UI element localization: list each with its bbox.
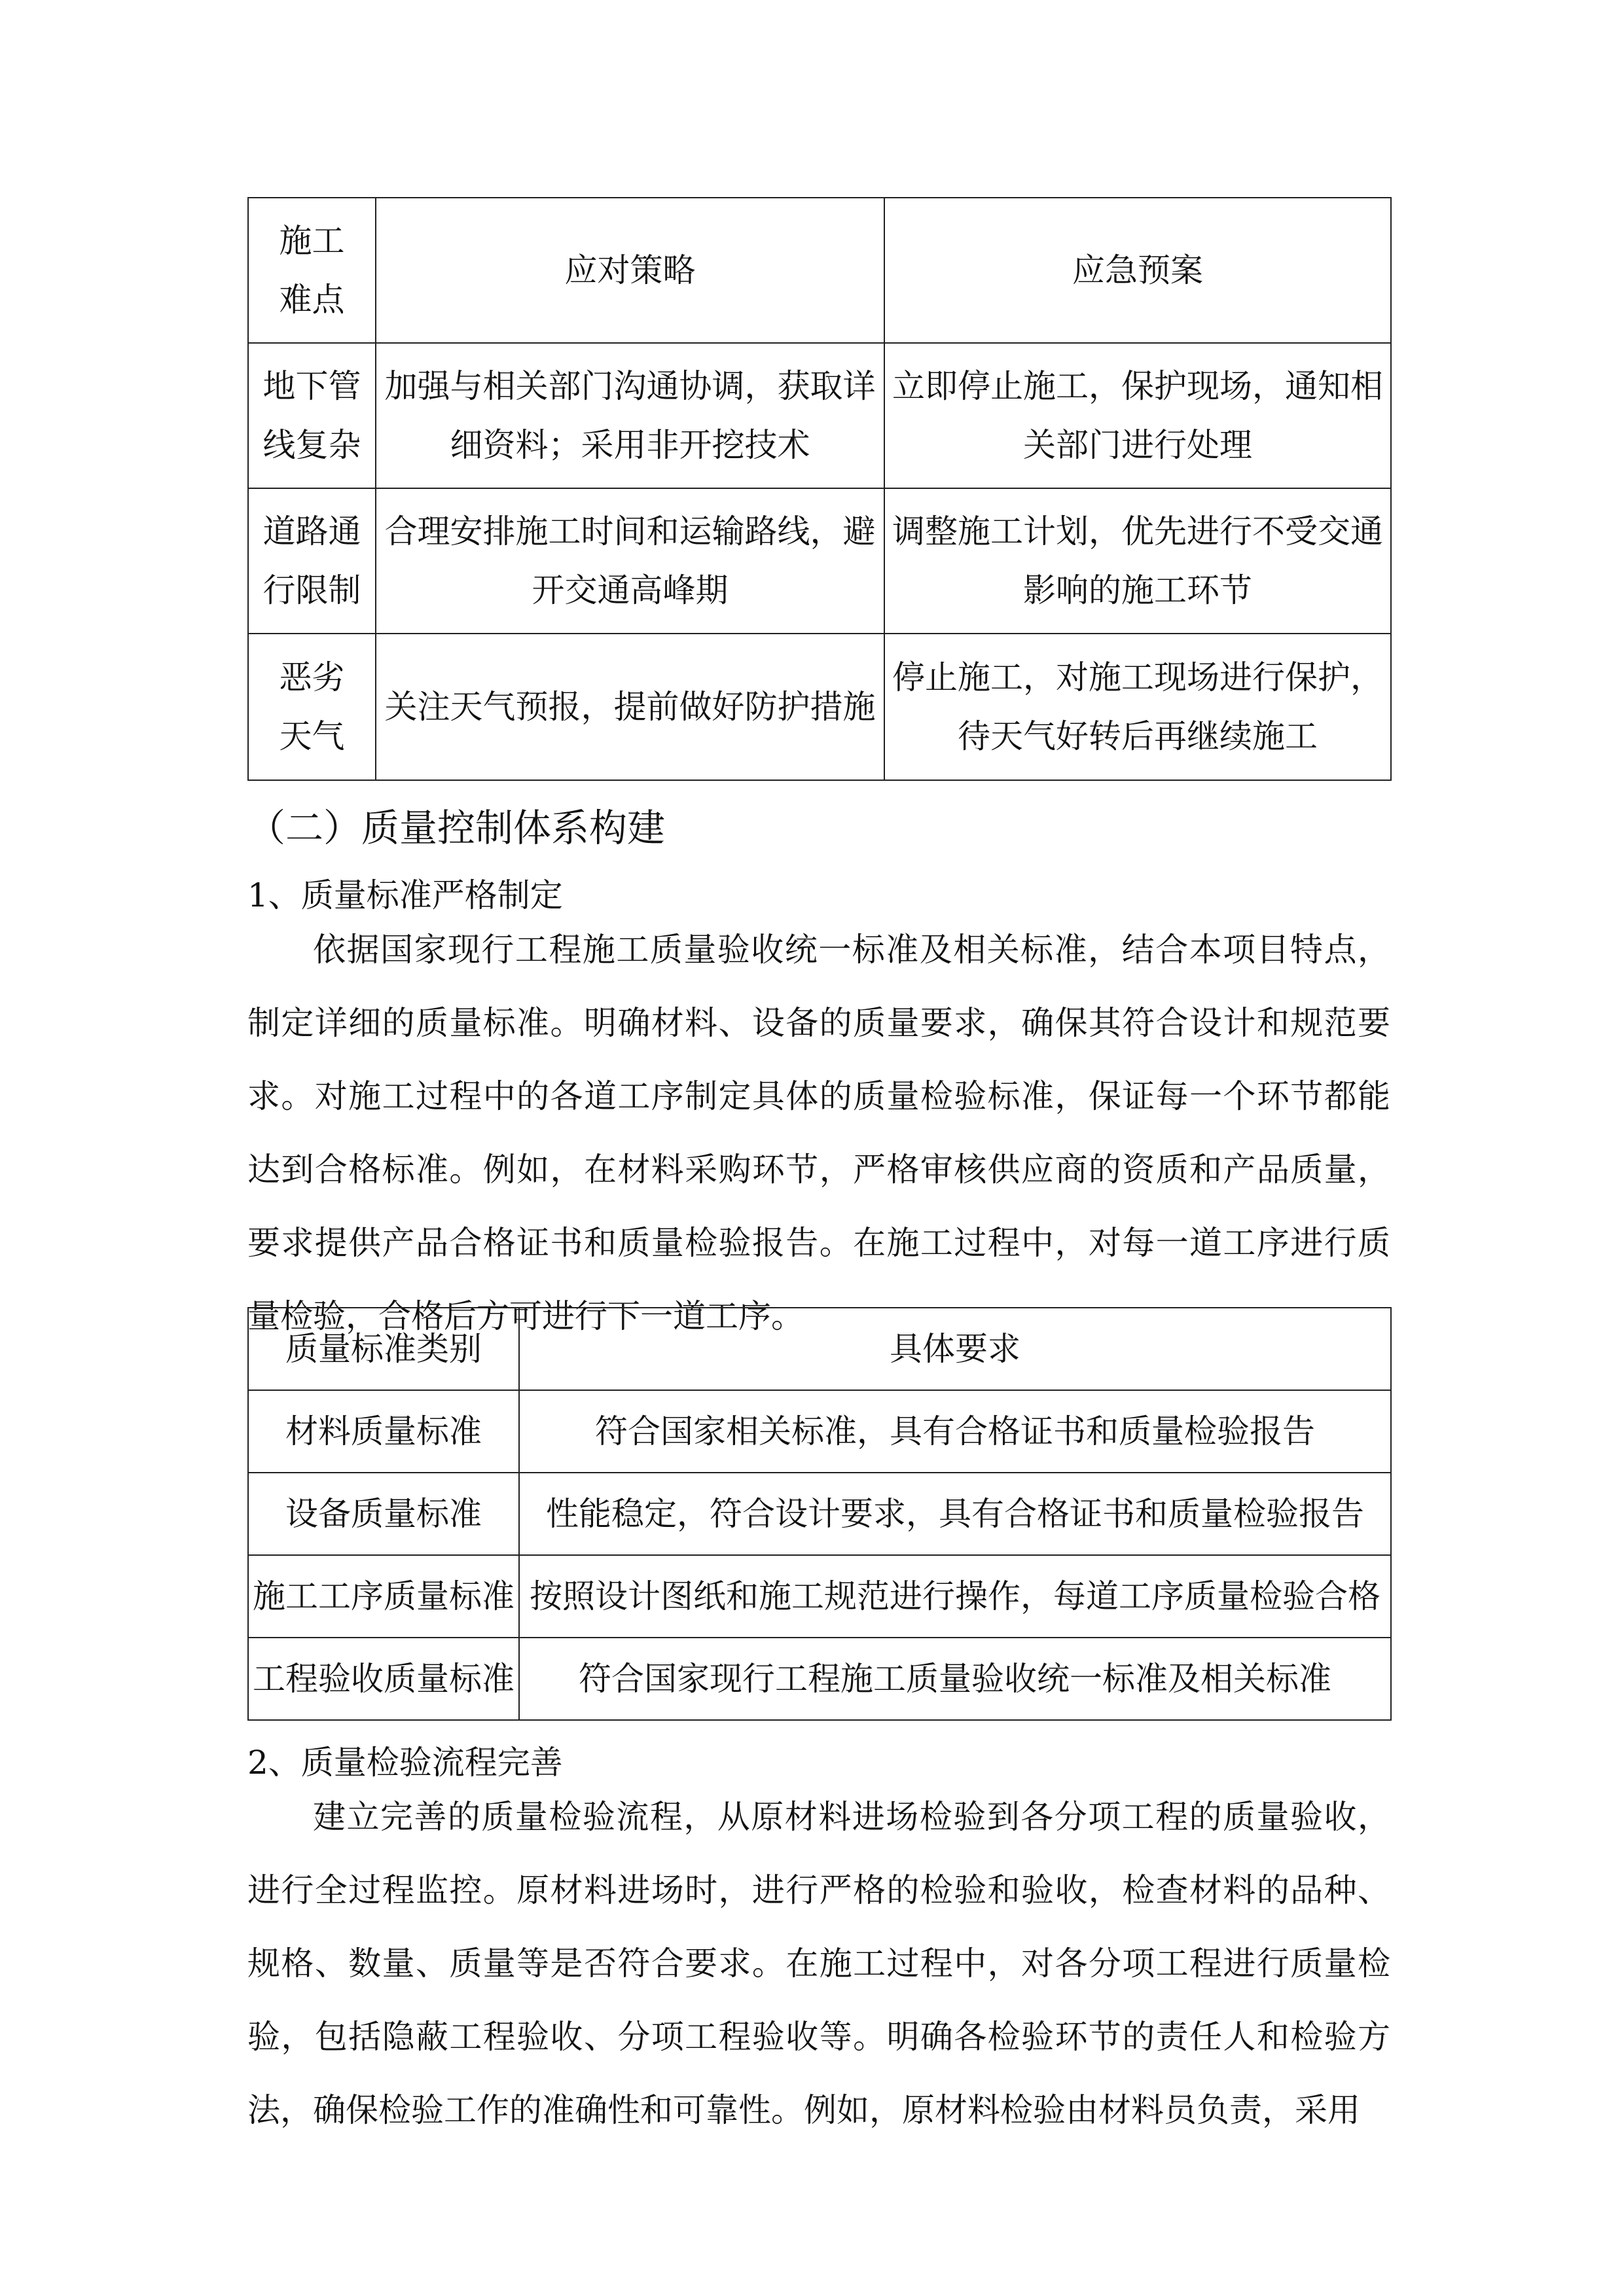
category-cell: 材料质量标准 [248, 1390, 519, 1473]
requirement-cell: 性能稳定，符合设计要求，具有合格证书和质量检验报告 [519, 1473, 1391, 1555]
body-paragraph: 依据国家现行工程施工质量验收统一标准及相关标准，结合本项目特点，制定详细的质量标准。明确材料、设备的质量要求，确保其符合设计和规范要求。对施工过程中的各道工序制定具体的质量检验标准，保证每一个环节都能达到合格标准。例如，在材料采购环节，严格审核供应商的资质和产品质量，要求提供产品合格证书和质量检验报告。在施工过程中，对每一道工序进行质量检验，合格后方可进行下一道工序。 [247, 931, 1390, 1335]
header-cell: 具体要求 [519, 1308, 1391, 1390]
table-row [248, 634, 1391, 780]
requirement-cell: 符合国家现行工程施工质量验收统一标准及相关标准 [519, 1638, 1391, 1720]
difficulty-cell: 恶劣天气 [248, 634, 376, 780]
header-cell: 质量标准类别 [248, 1308, 519, 1390]
table-row [248, 1555, 1391, 1638]
header-cell: 施工难点 [248, 198, 376, 343]
table-header-row [248, 198, 1391, 343]
strategy-cell: 合理安排施工时间和运输路线，避开交通高峰期 [376, 488, 884, 634]
header-cell: 应对策略 [376, 198, 884, 343]
requirement-cell: 符合国家相关标准，具有合格证书和质量检验报告 [519, 1390, 1391, 1473]
difficulty-cell: 道路通行限制 [248, 488, 376, 634]
plan-cell: 调整施工计划，优先进行不受交通影响的施工环节 [884, 488, 1391, 634]
header-cell: 应急预案 [884, 198, 1391, 343]
table-row [248, 1390, 1391, 1473]
section-heading: （二）质量控制体系构建 [247, 806, 666, 850]
subsection-title: 2、质量检验流程完善 [247, 1744, 563, 1782]
body-paragraph: 建立完善的质量检验流程，从原材料进场检验到各分项工程的质量验收，进行全过程监控。原材料进场时，进行严格的检验和验收，检查材料的品种、规格、数量、质量等是否符合要求。在施工过程中，对各分项工程进行质量检验，包括隐蔽工程验收、分项工程验收等。明确各检验环节的责任人和检验方法，确保检验工作的准确性和可靠性。例如，原材料检验由材料员负责，采用 [247, 1798, 1390, 2129]
category-cell: 施工工序质量标准 [248, 1555, 519, 1638]
category-cell: 工程验收质量标准 [248, 1638, 519, 1720]
table-row [248, 1638, 1391, 1720]
plan-cell: 停止施工，对施工现场进行保护，待天气好转后再继续施工 [884, 634, 1391, 780]
requirement-cell: 按照设计图纸和施工规范进行操作，每道工序质量检验合格 [519, 1555, 1391, 1638]
table-row [248, 488, 1391, 634]
strategy-cell: 关注天气预报，提前做好防护措施 [376, 634, 884, 780]
difficulty-cell: 地下管线复杂 [248, 343, 376, 488]
strategy-cell: 加强与相关部门沟通协调，获取详细资料；采用非开挖技术 [376, 343, 884, 488]
category-cell: 设备质量标准 [248, 1473, 519, 1555]
plan-cell: 立即停止施工，保护现场，通知相关部门进行处理 [884, 343, 1391, 488]
subsection-title: 1、质量标准严格制定 [247, 876, 563, 914]
table-header-row [248, 1308, 1391, 1390]
quality-standards-table [247, 1307, 1392, 1721]
risk-table [247, 197, 1392, 781]
table-row [248, 1473, 1391, 1555]
table-row [248, 343, 1391, 488]
